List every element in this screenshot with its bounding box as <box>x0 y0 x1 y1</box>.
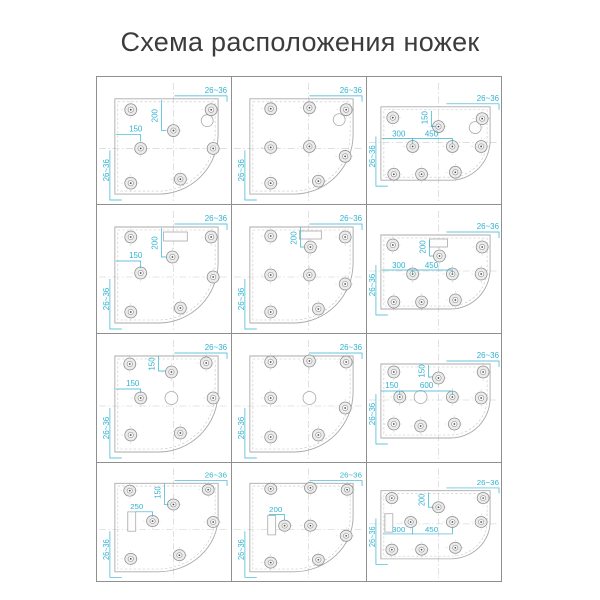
dim-label: 300 <box>392 525 406 535</box>
foot-icon <box>449 166 461 178</box>
dim-line <box>245 531 257 577</box>
dim-label: 26~36 <box>476 221 500 232</box>
foot-icon <box>265 306 277 318</box>
foot-icon <box>416 544 428 555</box>
dim-line <box>376 394 388 444</box>
foot-icon <box>475 141 487 153</box>
drain-icon <box>268 516 276 535</box>
tray-diagram <box>232 205 366 333</box>
foot-icon <box>446 516 458 527</box>
dim-label: 26~36 <box>204 342 228 353</box>
foot-icon <box>387 239 399 251</box>
foot-icon <box>312 554 324 565</box>
foot-icon <box>387 112 399 124</box>
tray-diagram <box>232 463 366 581</box>
dim-label: 150 <box>417 364 427 378</box>
foot-icon <box>135 392 147 404</box>
foot-icon <box>339 231 351 243</box>
foot-icon <box>415 420 427 432</box>
foot-icon <box>166 251 178 263</box>
foot-icon <box>304 482 316 493</box>
foot-icon <box>475 392 487 404</box>
dim-label: 150 <box>129 124 143 134</box>
dim-label: 200 <box>269 505 283 514</box>
diagram-cell <box>232 334 367 463</box>
tray-diagram <box>97 77 231 204</box>
drain-icon <box>333 114 345 126</box>
dim-label: 150 <box>147 357 157 371</box>
dim-label: 26~36 <box>339 213 363 224</box>
dim-label: 200 <box>418 240 428 254</box>
foot-icon <box>205 104 217 116</box>
foot-icon <box>135 142 147 154</box>
foot-icon <box>205 231 217 243</box>
foot-icon <box>448 418 460 430</box>
dim-label: 200 <box>150 109 160 123</box>
page-title: Схема расположения ножек <box>120 27 480 57</box>
dim-line <box>116 389 141 393</box>
tray-diagram <box>232 77 366 204</box>
diagram-cell <box>367 205 502 334</box>
dim-label: 26~36 <box>236 539 246 561</box>
foot-icon <box>207 271 219 283</box>
dim-label: 200 <box>150 236 160 250</box>
dim-line <box>376 265 388 315</box>
foot-icon <box>207 142 219 154</box>
foot-icon <box>476 113 488 125</box>
dim-label: 26~36 <box>101 287 111 311</box>
dim-label: 26~36 <box>101 416 111 440</box>
foot-icon <box>475 268 487 280</box>
foot-icon <box>303 141 315 153</box>
foot-icon <box>265 177 277 189</box>
dim-label: 26~36 <box>476 93 500 103</box>
dim-label: 600 <box>419 380 434 391</box>
dim-line <box>159 356 166 371</box>
foot-icon <box>125 553 137 564</box>
foot-icon <box>476 241 488 253</box>
foot-icon <box>304 241 316 253</box>
drain-icon <box>303 392 316 405</box>
tray-diagram <box>367 205 501 333</box>
diagram-grid <box>96 76 502 582</box>
dim-line <box>245 150 257 200</box>
dim-line <box>110 150 122 200</box>
dim-label: 26~36 <box>339 342 363 353</box>
dim-line <box>110 408 122 458</box>
foot-icon <box>174 173 186 185</box>
drain-icon <box>430 239 448 247</box>
dim-label: 26~36 <box>476 350 500 361</box>
dim-label: 26~36 <box>204 213 228 224</box>
foot-icon <box>340 530 352 541</box>
foot-icon <box>339 402 351 414</box>
foot-icon <box>449 542 461 553</box>
foot-icon <box>265 103 277 115</box>
diagram-cell <box>232 205 367 334</box>
diagram-cell <box>367 463 502 582</box>
foot-icon <box>125 306 137 318</box>
tray-diagram <box>232 334 366 462</box>
dim-label: 200 <box>289 231 299 245</box>
foot-icon <box>147 516 159 527</box>
dim-line <box>116 135 141 142</box>
dim-label: 26~36 <box>236 416 246 440</box>
foot-icon <box>303 355 315 367</box>
foot-icon <box>124 358 136 370</box>
dim-label: 26~36 <box>476 478 500 488</box>
foot-icon <box>303 102 315 114</box>
dim-label: 450 <box>424 525 439 535</box>
dim-label: 26~36 <box>367 526 378 548</box>
foot-icon <box>340 356 352 368</box>
foot-icon <box>174 302 186 314</box>
foot-icon <box>265 557 277 568</box>
foot-icon <box>477 366 489 378</box>
foot-icon <box>388 418 400 430</box>
drain-icon <box>165 392 178 405</box>
foot-icon <box>125 177 137 189</box>
dim-label: 26~36 <box>236 287 246 311</box>
foot-icon <box>265 392 277 404</box>
dim-line <box>110 531 122 577</box>
foot-icon <box>265 483 277 494</box>
dim-label: 26~36 <box>204 471 228 480</box>
dim-label: 450 <box>424 129 439 139</box>
foot-icon <box>165 366 177 378</box>
dim-label: 150 <box>126 378 140 389</box>
tray-diagram <box>97 205 231 333</box>
dim-label: 250 <box>130 502 144 512</box>
foot-icon <box>174 427 186 439</box>
diagram-cell <box>97 334 232 463</box>
dim-label: 200 <box>417 493 427 507</box>
tray-diagram <box>367 77 501 204</box>
dim-label: 26~36 <box>101 159 111 182</box>
foot-icon <box>312 303 324 315</box>
foot-icon <box>341 484 353 495</box>
dim-label: 26~36 <box>204 85 228 95</box>
foot-icon <box>304 520 316 531</box>
foot-icon <box>167 125 179 137</box>
drain-icon <box>201 115 213 127</box>
diagram-cell <box>97 205 232 334</box>
tray-hidden-edge <box>384 110 487 177</box>
foot-icon <box>265 431 277 443</box>
dim-line <box>376 137 388 187</box>
foot-icon <box>416 168 428 180</box>
foot-icon <box>265 356 277 368</box>
diagram-cell <box>367 334 502 463</box>
foot-icon <box>340 104 352 116</box>
foot-icon <box>477 493 489 504</box>
dim-label: 300 <box>392 129 406 139</box>
foot-icon <box>405 516 417 527</box>
foot-icon <box>265 141 277 153</box>
tray-diagram <box>97 334 231 462</box>
tray-diagram <box>367 334 501 462</box>
foot-icon <box>388 168 400 180</box>
foot-icon <box>312 429 324 441</box>
dim-label: 150 <box>385 380 399 391</box>
dim-label: 26~36 <box>339 471 363 480</box>
dim-label: 26~36 <box>101 539 111 561</box>
diagram-cell <box>367 77 502 205</box>
drain-icon <box>164 232 188 241</box>
tray-diagram <box>97 463 231 581</box>
tray-hidden-edge <box>384 238 487 306</box>
dim-line <box>162 100 167 131</box>
foot-icon <box>312 175 324 187</box>
diagram-cell <box>232 77 367 205</box>
dim-line <box>164 483 168 504</box>
dim-label: 150 <box>129 250 143 261</box>
foot-icon <box>125 429 137 441</box>
dim-label: 26~36 <box>367 402 377 426</box>
foot-icon <box>125 104 137 116</box>
diagram-cell <box>97 463 232 582</box>
foot-icon <box>416 296 428 308</box>
foot-icon <box>265 269 277 281</box>
tray-diagram <box>367 463 501 581</box>
foot-icon <box>135 267 147 279</box>
diagram-cell <box>232 463 367 582</box>
foot-icon <box>386 544 398 555</box>
dim-label: 26~36 <box>339 85 363 95</box>
foot-icon <box>202 484 214 495</box>
dim-label: 26~36 <box>367 145 377 168</box>
dim-line <box>110 279 122 329</box>
foot-icon <box>303 269 315 281</box>
foot-icon <box>475 516 487 527</box>
foot-icon <box>124 485 136 496</box>
drain-icon <box>414 391 427 404</box>
dim-label: 450 <box>424 260 439 271</box>
dim-line <box>245 408 257 458</box>
dim-label: 26~36 <box>236 159 246 182</box>
foot-icon <box>167 499 179 510</box>
foot-icon <box>433 372 445 384</box>
dim-label: 26~36 <box>367 273 377 297</box>
drain-icon <box>299 231 321 239</box>
foot-icon <box>388 366 400 378</box>
foot-icon <box>339 150 351 162</box>
foot-icon <box>279 520 291 531</box>
foot-icon <box>339 278 351 290</box>
foot-icon <box>449 294 461 306</box>
dim-line <box>245 279 257 329</box>
dim-label: 300 <box>392 260 406 271</box>
dim-line <box>116 261 141 268</box>
foot-icon <box>125 231 137 243</box>
foot-icon <box>207 516 219 527</box>
foot-icon <box>207 392 219 404</box>
foot-icon <box>433 502 445 513</box>
foot-icon <box>265 230 277 242</box>
foot-icon <box>386 493 398 504</box>
foot-icon <box>173 550 185 561</box>
foot-icon <box>388 296 400 308</box>
dim-label: 150 <box>153 486 163 499</box>
foot-icon <box>200 357 212 369</box>
dim-label: 150 <box>420 111 430 125</box>
drain-icon <box>128 512 136 531</box>
tray-outline <box>250 483 353 572</box>
diagram-cell <box>97 77 232 205</box>
